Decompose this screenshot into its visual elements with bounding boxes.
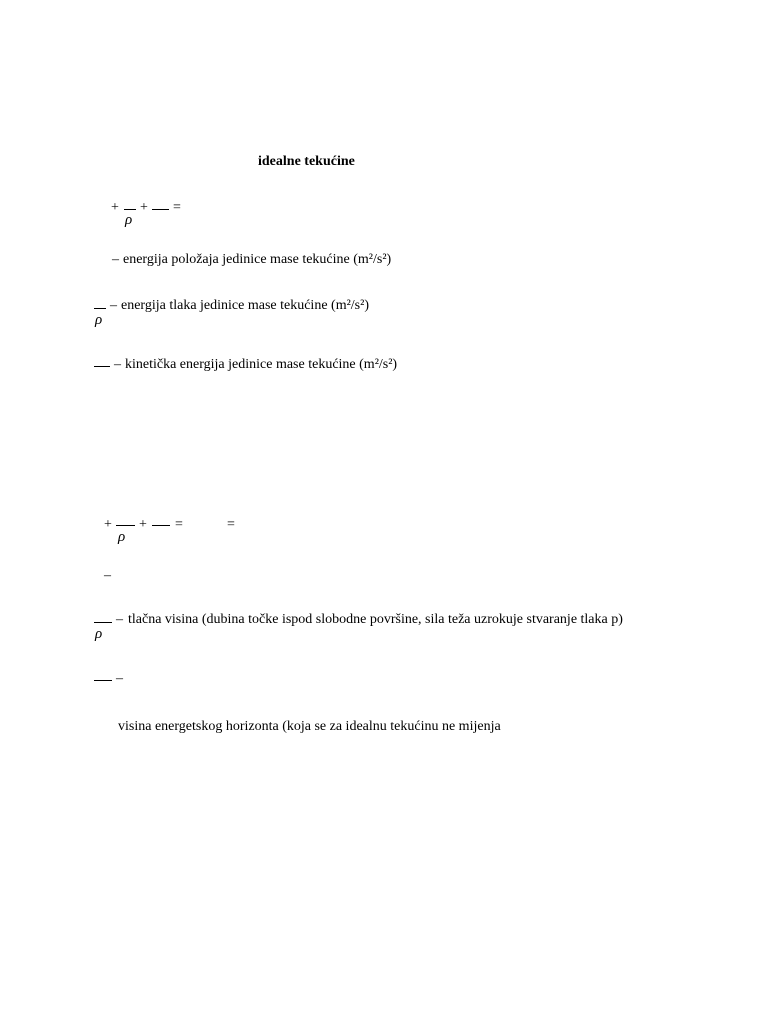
dash: – [110, 298, 117, 313]
fraction-bar [124, 209, 136, 210]
equals-sign: = [173, 200, 181, 215]
fraction-bar [94, 308, 106, 309]
definition-energy-horizon: visina energetskog horizonta (koja se za idealnu tekućinu ne mijenja [118, 719, 501, 734]
fraction-bar [94, 680, 112, 681]
definition-text: tlačna visina (dubina točke ispod slobodne površine, sila teža uzrokuje stvaranje tlaka p) [128, 612, 623, 627]
dash: – [116, 671, 123, 686]
definition-text: kinetička energija jedinice mase tekućine (m²/s²) [125, 357, 398, 372]
dash: – [104, 568, 111, 583]
equals-sign: = [175, 517, 183, 532]
plus-sign: + [111, 200, 119, 215]
rho-symbol: ρ [118, 529, 126, 545]
rho-symbol: ρ [125, 212, 133, 228]
plus-sign: + [140, 200, 148, 215]
rho-symbol: ρ [95, 626, 103, 642]
equals-sign: = [227, 517, 235, 532]
plus-sign: + [139, 517, 147, 532]
dash: – [112, 252, 119, 267]
section-title: idealne tekućine [258, 154, 355, 169]
dash: – [114, 357, 121, 372]
fraction-bar [94, 622, 112, 623]
definition-text: energija tlaka jedinice mase tekućine (m²/s²) [121, 298, 369, 313]
fraction-bar [94, 366, 110, 367]
rho-symbol: ρ [95, 312, 103, 328]
fraction-bar [116, 525, 135, 526]
fraction-bar [152, 209, 169, 210]
dash: – [116, 612, 123, 627]
plus-sign: + [104, 517, 112, 532]
fraction-bar [152, 525, 170, 526]
definition-text: energija položaja jedinice mase tekućine (m²/s²) [123, 252, 392, 267]
